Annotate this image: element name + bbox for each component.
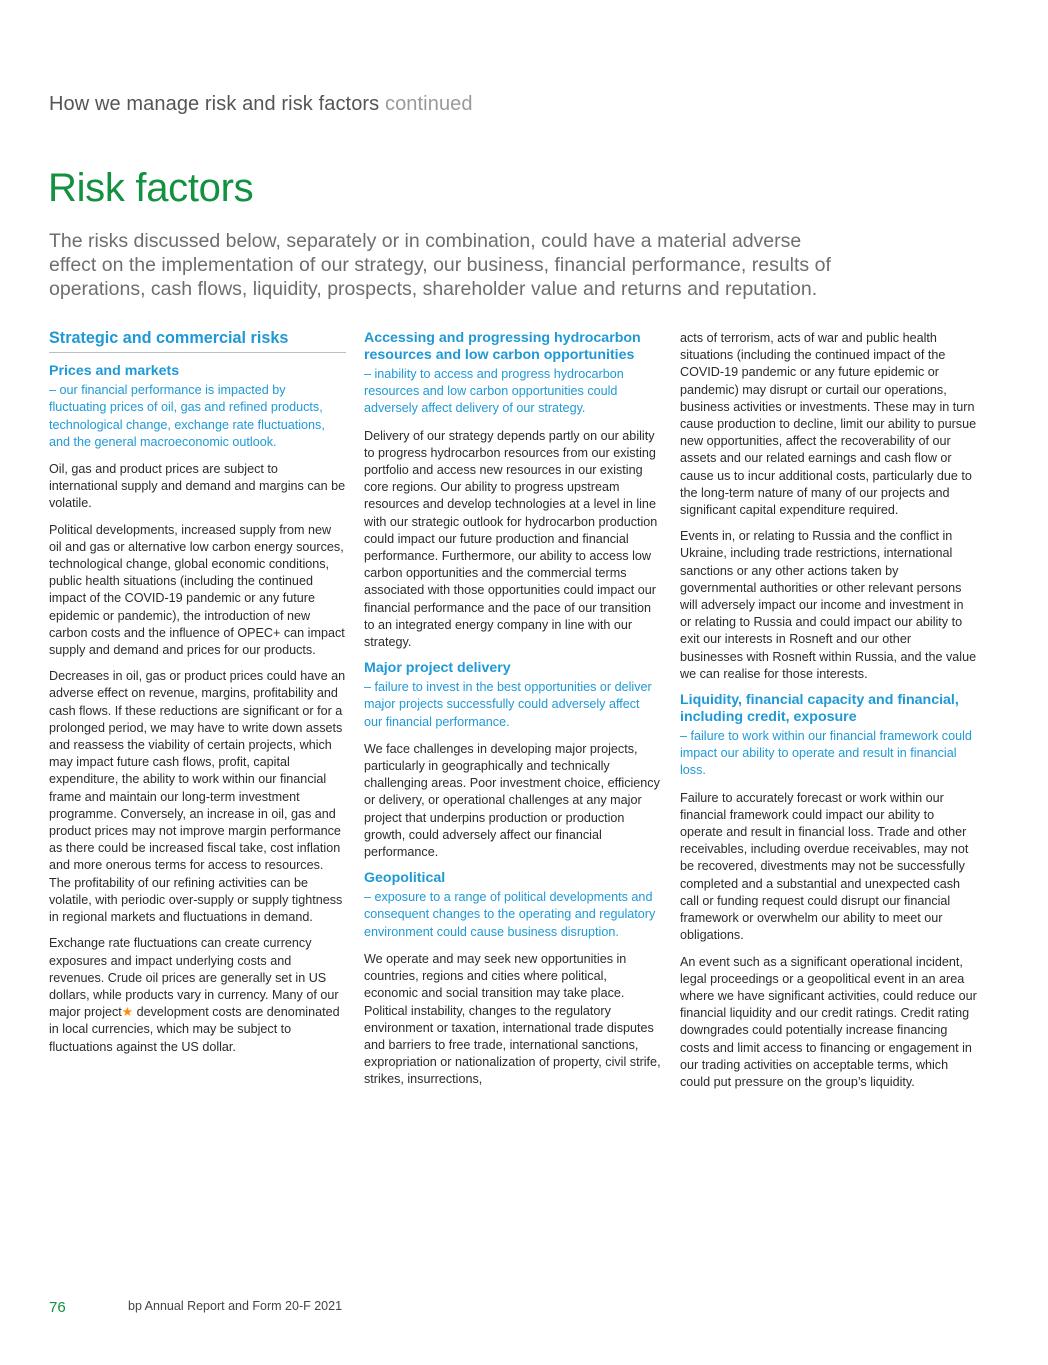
- paragraph: acts of terrorism, acts of war and public health situations (including the continued impact of the COVID-19 pandemic or any future epidemic or pandemic) may disrupt or curtail our operations, business activities or investments. These may in turn cause production to decline, limit our ability to pursue new opportunities, affect the recoverability of our assets and our related earnings and cash flow or cause us to incur additional costs, particularly due to the long-term nature of many of our projects and significant capital expenditure required.: [680, 331, 977, 518]
- paragraph: [49, 935, 346, 1055]
- intro-paragraph: The risks discussed below, separately or in combination, could have a material adverse effect on the implementation of our strategy, our business, financial performance, results of operations, cash flows, liquidity, prospects, shareholder value and returns and reputation.: [49, 230, 831, 300]
- summary-prices-markets: – our financial performance is impacted by fluctuating prices of oil, gas and refined products, technological change, exchange rate fluctuations, and the general macroeconomic outlook.: [49, 383, 325, 449]
- column-1: [49, 330, 346, 1065]
- heading-major-project: Major project delivery: [364, 660, 511, 677]
- heading-prices-markets: Prices and markets: [49, 363, 180, 380]
- summary-accessing-resources: – inability to access and progress hydrocarbon resources and low carbon opportunities could adversely affect delivery of our strategy.: [364, 367, 624, 416]
- paragraph: Failure to accurately forecast or work within our financial framework could impact our ability to operate and result in financial loss. Trade and other receivables, including overdue receivables, may not be recovered, divestments may not be successfully completed and a substantial and unexpected cash call or funding request could disrupt our financial framework or overwhelm our ability to meet our obligations.: [680, 790, 969, 943]
- paragraph-part: development costs are denominated in local currencies, which may be subject to fluctuations against the US dollar.: [49, 1005, 340, 1054]
- header-continued: continued: [384, 93, 473, 115]
- header-section: How we manage risk and risk factors: [49, 93, 380, 115]
- paragraph: Delivery of our strategy depends partly on our ability to progress hydrocarbon resources from our existing portfolio and access new resources in our existing core regions. Our ability to progress upstream resources and develop technologies at a level in line with our strategic outlook for hydrocarbon production could impact our future production and financial performance. Furthermore, our ability to access low carbon opportunities and the commercial terms associated with those opportunities could impact our financial performance and the pace of our transition to an integrated energy company in line with our strategy.: [364, 428, 658, 650]
- column-3: [680, 330, 977, 1100]
- paragraph: Political developments, increased supply from new oil and gas or alternative low carbon energy sources, technological change, global economic conditions, public health situations (including the continued impact of the COVID-19 pandemic or any future epidemic or pandemic), the introduction of new carbon costs and the influence of OPEC+ can impact supply and demand and prices for our products.: [49, 522, 345, 658]
- paragraph: Decreases in oil, gas or product prices could have an adverse effect on revenue, margins, profitability and cash flows. If these reductions are significant or for a prolonged period, we may have to write down assets and reassess the viability of certain projects, which may impact future cash flows, profit, capital expenditure, the ability to work within our financial frame and maintain our long-term investment programme. Conversely, an increase in oil, gas and product prices may not improve margin performance as there could be increased fiscal take, cost inflation and more onerous terms for access to resources. The profitability of our refining activities can be volatile, with periodic over-supply or supply tightness in regional markets and fluctuations in demand.: [49, 669, 346, 925]
- glossary-star-icon: ★: [121, 1005, 134, 1020]
- paragraph-part: Exchange rate fluctuations can create currency exposures and impact underlying costs and revenues. Crude oil prices are generally set in US dollars, while products vary in currency. Many of our major project: [49, 936, 339, 1020]
- page-number: 76: [49, 1299, 66, 1316]
- heading-liquidity: Liquidity, financial capacity and financial, including credit, exposure: [680, 692, 959, 726]
- heading-accessing-resources: Accessing and progressing hydrocarbon resources and low carbon opportunities: [364, 330, 641, 363]
- paragraph: We operate and may seek new opportunities in countries, regions and cities where political, economic and social transition may take place. Political instability, changes to the regulatory environment or taxation, international trade disputes and barriers to free trade, international sanctions, expropriation or nationalization of property, civil strife, strikes, insurrections,: [364, 951, 661, 1087]
- page-header: [49, 93, 473, 116]
- publication-title: bp Annual Report and Form 20-F 2021: [128, 1299, 343, 1313]
- summary-major-project: – failure to invest in the best opportunities or deliver major projects successfully could adversely affect our financial performance.: [364, 680, 652, 729]
- page-title: Risk factors: [48, 166, 254, 210]
- paragraph: Events in, or relating to Russia and the conflict in Ukraine, including trade restrictions, international sanctions or any other actions taken by governmental authorities or other relevant persons will adversely impact our income and investment in or relating to Russia and could impact our ability to exit our interests in Rosneft and our other businesses with Rosneft within Russia, and the value we can realise for those interests.: [680, 529, 977, 681]
- paragraph: An event such as a significant operational incident, legal proceedings or a geopolitical event in an area where we have significant activities, could reduce our financial liquidity and our credit ratings. Credit rating downgrades could potentially increase financing costs and limit access to financing or engagement in our trading activities on acceptable terms, which could put pressure on the group’s liquidity.: [680, 954, 977, 1089]
- summary-geopolitical: – exposure to a range of political developments and consequent changes to the operating and regulatory environment could cause business disruption.: [364, 890, 656, 939]
- heading-geopolitical: Geopolitical: [364, 870, 446, 887]
- column-2: [364, 330, 661, 1098]
- paragraph: We face challenges in developing major projects, particularly in geographically and technically challenging areas. Poor investment choice, efficiency or delivery, or operational challenges at any major project that underpins production or production growth, could adversely affect our financial performance.: [364, 741, 660, 860]
- paragraph: Oil, gas and product prices are subject to international supply and demand and margins can be volatile.: [49, 462, 346, 511]
- summary-liquidity: – failure to work within our financial framework could impact our ability to operate and result in financial loss.: [680, 729, 972, 778]
- section-heading-strategic: Strategic and commercial risks: [49, 330, 346, 353]
